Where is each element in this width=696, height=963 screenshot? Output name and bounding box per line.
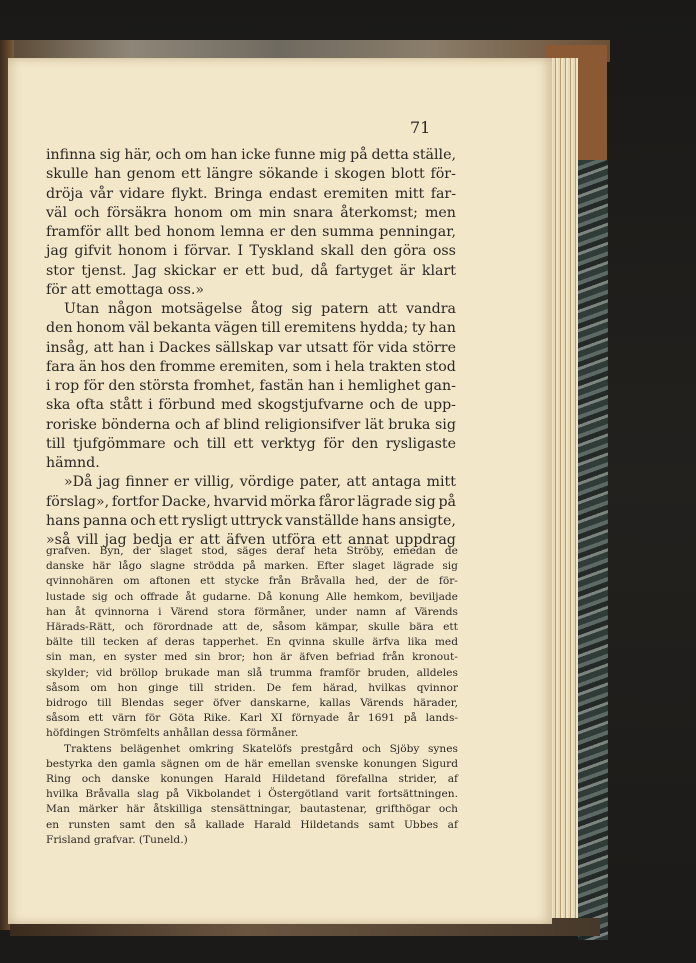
footnote-line: skylder; vid bröllop brukade man slå trumma framför bruden, alldeles [46, 666, 458, 679]
footnote-line: sin man, en syster med sin bror; hon är äfven befriad från kronout- [46, 651, 458, 664]
footnote-line: danske här lågo slagne strödda på marken. Efter slaget lägrade sig [46, 560, 458, 573]
body-line: hämnd. [46, 455, 100, 471]
body-line: »så vill jag bedja er att äfven utföra ett annat uppdrag [46, 532, 456, 548]
footnote-line: en runsten samt den så kallade Harald Hildetands samt Ubbes af [46, 818, 458, 831]
page-stack-edge [548, 58, 578, 920]
footnote-line: Frisland grafvar. (Tuneld.) [46, 833, 188, 846]
body-line: väl och försäkra honom om min snara återkomst; men [46, 204, 456, 221]
footnote-line: Man märker här åtskilliga stensättningar, bautastenar, grifthögar och [46, 803, 458, 816]
body-line: den honom väl bekanta vägen till eremitens hydda; ty han [46, 320, 456, 337]
body-line: stor tjenst. Jag skickar er ett bud, då fartyget är klart [46, 262, 456, 279]
footnote-line: såsom ett värn för Göta Rike. Karl XI förnyade år 1691 på lands- [46, 712, 458, 725]
body-line: roriske bönderna och af blind religionsifver lät bruka sig [46, 416, 456, 433]
body-line: för att emottaga oss.» [46, 281, 205, 298]
footnote-line: Traktens belägenhet omkring Skatelöfs prestgård och Sjöby synes [64, 742, 458, 755]
footnotes [46, 544, 458, 848]
body-line: skulle han genom ett längre sökande i skogen blott för- [46, 166, 456, 183]
body-line: framför allt bed honom lemna er den summa penningar, [46, 224, 456, 240]
body-line: i rop för den största fromhet, fastän han i hemlighet gan- [46, 378, 456, 394]
body-line: förslag», fortfor Dacke, hvarvid mörka fåror lägrade sig på [46, 493, 456, 510]
footnote-line: såsom om hon ginge till striden. De fem härad, hvilkas qvinnor [46, 681, 458, 694]
footnote-line: hvilka Bråvalla slag på Vikbolandet i Östergötland varit fortsättningen. [46, 788, 458, 801]
body-line: insåg, att han i Dackes sällskap var utsatt för vida större [46, 339, 456, 356]
footnote-line: han åt qvinnorna i Värend stora förmåner, under namn af Värends [46, 605, 458, 618]
footnote-line: Härads-Rätt, och förordnade att de, såsom kämpar, skulle bära ett [46, 621, 458, 634]
body-line: fara än hos den fromme eremiten, som i hela trakten stod [46, 358, 456, 375]
footnote-line: qvinnohären om aftonen ett stycke från Bråvalla hed, der de för- [46, 575, 458, 588]
body-line: infinna sig här, och om han icke funne mig på detta ställe, [46, 147, 456, 163]
body-line: »Då jag finner er villig, vördige pater, att antaga mitt [64, 474, 456, 491]
footnote-line: bestyrka den gamla sägnen om de här emellan svenske konungen Sigurd [46, 757, 458, 770]
marbled-endpaper [578, 160, 608, 940]
body-line: dröja vår vidare flykt. Bringa endast eremiten mitt far- [46, 185, 456, 202]
footnote-line: Ring och danske konungen Harald Hildetand förefallna strider, af [46, 773, 458, 786]
body-line: jag gifvit honom i förvar. I Tyskland skall den göra oss [46, 243, 456, 260]
footnote-line: höfdingen Strömfelts anhållan dessa förmåner. [46, 727, 299, 740]
body-line: till tjufgömmare och till ett verktyg för den rysligaste [46, 435, 456, 452]
body-line: hans panna och ett rysligt uttryck vanställde hans ansigte, [46, 512, 456, 529]
footnote-line: grafven. Byn, der slaget stod, säges deraf heta Ströby, emedan de [46, 545, 458, 557]
body-line: Utan någon motsägelse åtog sig patern att vandra [64, 301, 456, 317]
body-line: ska ofta stått i förbund med skogstjufvarne och de upp- [46, 397, 456, 414]
page-number: 71 [410, 118, 431, 137]
footnote-line: bidrogo till Blendas seger öfver danskarne, kallas Värends härader, [46, 697, 458, 710]
footnote-line: bälte till tecken af deras tapperhet. En qvinna skulle ärfva lika med [46, 636, 458, 649]
body-text [46, 146, 456, 550]
footnote-line: lustade sig och offrade åt gudarne. Då konung Alle hemkom, beviljade [46, 590, 458, 603]
